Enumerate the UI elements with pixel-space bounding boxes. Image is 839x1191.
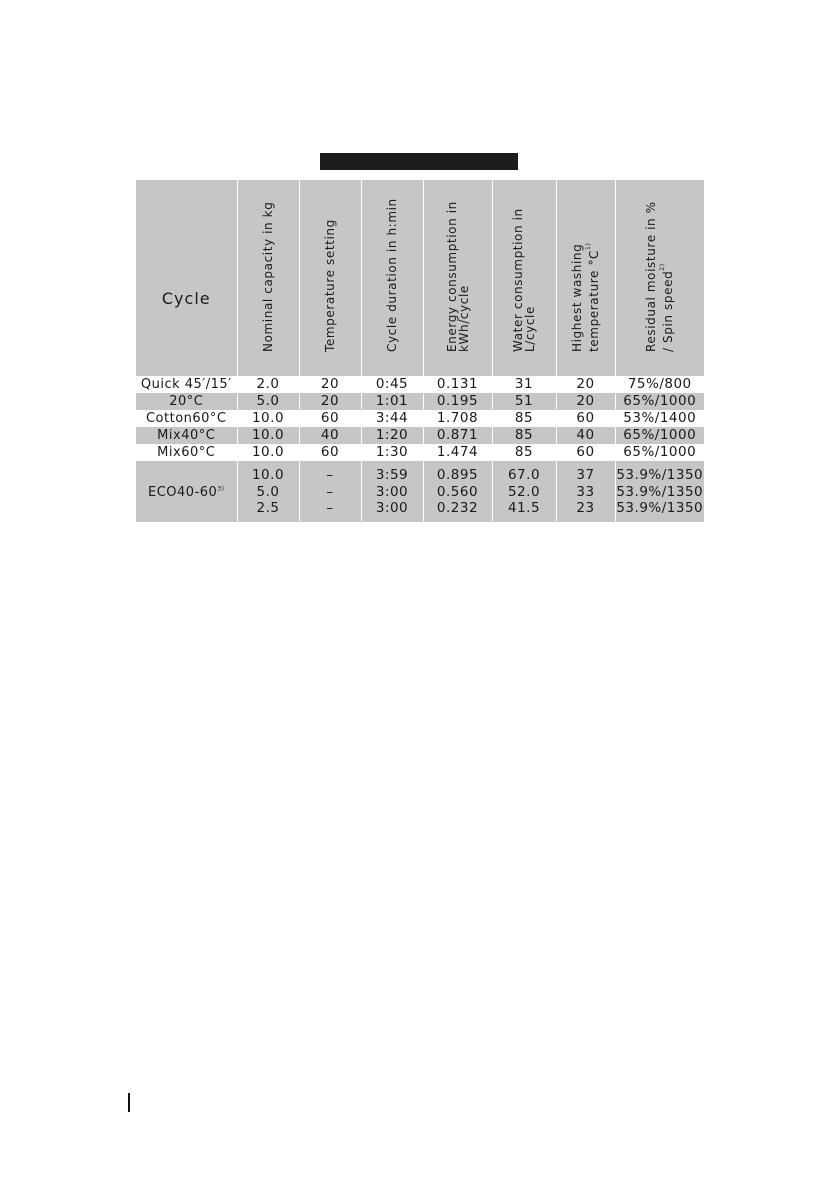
cell-residual: 75%/800 <box>615 376 704 393</box>
cell-cycle: 20°C <box>136 393 237 410</box>
header-cycle: Cycle <box>136 180 237 376</box>
cell-duration: 0:45 <box>361 376 423 393</box>
cell-temperature: 20 <box>299 393 361 410</box>
cell-capacity: 10.0 <box>237 444 299 461</box>
cell-water: 31 <box>492 376 556 393</box>
header-residual-moisture: Residual moisture in % / Spin speed$^{2)}$ <box>615 180 704 376</box>
header-duration: Cycle duration in h:min <box>361 180 423 376</box>
table-row <box>136 393 704 410</box>
cell-energy: 0.871 <box>423 427 492 444</box>
cell-cycle: Mix60°C <box>136 444 237 461</box>
programme-data-table <box>136 180 704 522</box>
cell-duration: 1:30 <box>361 444 423 461</box>
cell-highest: 60 <box>556 444 615 461</box>
header-water: Water consumption in L/cycle <box>492 180 556 376</box>
cell-capacity: 5.0 <box>237 393 299 410</box>
table-row <box>136 376 704 393</box>
cell-temperature: 40 <box>299 427 361 444</box>
cell-temperature: 20 <box>299 376 361 393</box>
table-title-bar <box>320 153 518 170</box>
cell-temperature-eco: – – – <box>299 461 361 522</box>
cell-cycle: Cotton60°C <box>136 410 237 427</box>
cell-residual-eco: 53.9%/1350 53.9%/1350 53.9%/1350 <box>615 461 704 522</box>
cell-highest-eco: 37 33 23 <box>556 461 615 522</box>
header-energy: Energy consumption in kWh/cycle <box>423 180 492 376</box>
cell-duration: 1:20 <box>361 427 423 444</box>
page-footer-rule <box>128 1093 130 1112</box>
cell-water: 85 <box>492 444 556 461</box>
cell-duration: 3:44 <box>361 410 423 427</box>
cell-energy: 1.474 <box>423 444 492 461</box>
cell-residual: 65%/1000 <box>615 393 704 410</box>
cell-water-eco: 67.0 52.0 41.5 <box>492 461 556 522</box>
cell-cycle: Mix40°C <box>136 427 237 444</box>
table-row-eco <box>136 461 704 522</box>
cell-duration-eco: 3:59 3:00 3:00 <box>361 461 423 522</box>
header-capacity: Nominal capacity in kg <box>237 180 299 376</box>
cell-residual: 65%/1000 <box>615 444 704 461</box>
cell-capacity-eco: 10.0 5.0 2.5 <box>237 461 299 522</box>
cell-highest: 20 <box>556 393 615 410</box>
cell-highest: 60 <box>556 410 615 427</box>
cell-residual: 65%/1000 <box>615 427 704 444</box>
cell-capacity: 2.0 <box>237 376 299 393</box>
cell-capacity: 10.0 <box>237 410 299 427</box>
cell-residual: 53%/1400 <box>615 410 704 427</box>
table-row <box>136 444 704 461</box>
cell-highest: 20 <box>556 376 615 393</box>
cell-energy: 0.131 <box>423 376 492 393</box>
table-row <box>136 427 704 444</box>
cell-energy: 0.195 <box>423 393 492 410</box>
cell-temperature: 60 <box>299 410 361 427</box>
table-row <box>136 410 704 427</box>
cell-cycle-eco: ECO40-60$^{3)}$ <box>136 461 237 522</box>
header-highest-temp: Highest washing temperature $^\circ C^{1)}$ <box>556 180 615 376</box>
cell-highest: 40 <box>556 427 615 444</box>
header-row <box>136 180 704 376</box>
cell-water: 85 <box>492 427 556 444</box>
cell-water: 51 <box>492 393 556 410</box>
cell-duration: 1:01 <box>361 393 423 410</box>
header-temperature: Temperature setting <box>299 180 361 376</box>
cell-energy: 1.708 <box>423 410 492 427</box>
cell-cycle: Quick 45′/15′ <box>136 376 237 393</box>
cell-temperature: 60 <box>299 444 361 461</box>
cell-energy-eco: 0.895 0.560 0.232 <box>423 461 492 522</box>
cell-water: 85 <box>492 410 556 427</box>
cell-capacity: 10.0 <box>237 427 299 444</box>
